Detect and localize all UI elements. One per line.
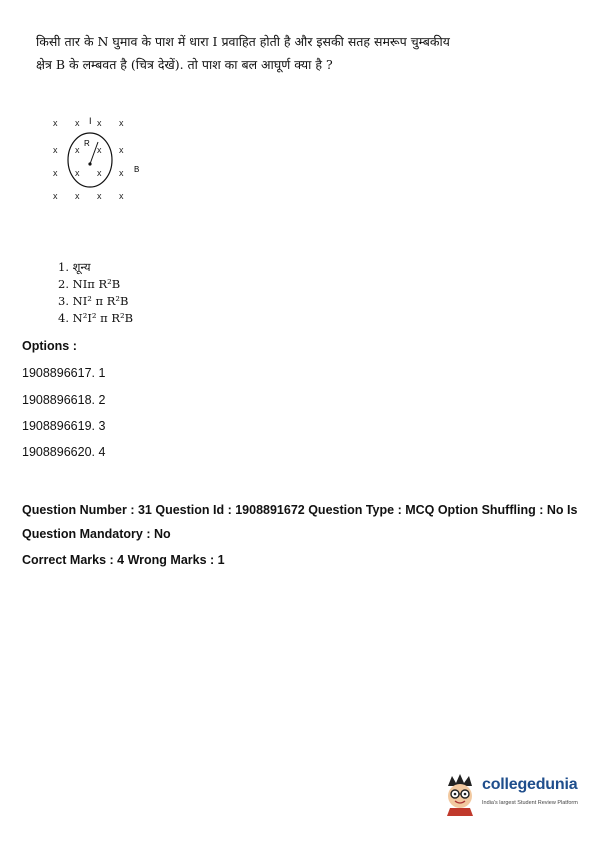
- logo-tagline: India's largest Student Review Platform: [482, 800, 578, 806]
- cross-mark: x: [119, 118, 124, 128]
- cross-mark: x: [75, 145, 80, 155]
- options-heading: Options :: [22, 339, 77, 353]
- cross-mark: x: [75, 191, 80, 201]
- radius-label: R: [84, 139, 90, 148]
- question-meta-line: Question Number : 31 Question Id : 1908891672 Question Type : MCQ Option Shuffling : No Is: [22, 503, 578, 517]
- cross-mark: x: [119, 168, 124, 178]
- question-meta-line: Question Mandatory : No: [22, 527, 171, 541]
- option-item: 1908896620. 4: [22, 445, 106, 459]
- option-item: 1908896618. 2: [22, 393, 106, 407]
- mascot-icon: [440, 772, 480, 816]
- cross-mark: x: [53, 118, 58, 128]
- cross-mark: x: [97, 145, 102, 155]
- marks-line: Correct Marks : 4 Wrong Marks : 1: [22, 553, 225, 567]
- choice-item: 4. N²I² π R²B: [58, 311, 134, 325]
- loop-in-field-figure: [45, 112, 155, 212]
- cross-mark: x: [97, 191, 102, 201]
- answer-choices: [58, 259, 133, 327]
- collegedunia-logo: [440, 770, 590, 820]
- cross-mark: x: [97, 118, 102, 128]
- current-label: I: [89, 116, 92, 126]
- option-item: 1908896617. 1: [22, 366, 106, 380]
- cross-mark: x: [97, 168, 102, 178]
- logo-wordmark: collegedunia: [482, 776, 578, 793]
- cross-mark: x: [119, 191, 124, 201]
- option-item: 1908896619. 3: [22, 419, 106, 433]
- cross-mark: x: [53, 168, 58, 178]
- question-line-1: किसी तार के N घुमाव के पाश में धारा I प्रवाहित होती है और इसकी सतह समरूप चुम्बकीय: [36, 34, 450, 49]
- cross-mark: x: [53, 191, 58, 201]
- cross-mark: x: [53, 145, 58, 155]
- cross-mark: x: [75, 168, 80, 178]
- loop-center: [88, 162, 91, 165]
- field-label: B: [134, 165, 140, 174]
- question-line-2: क्षेत्र B के लम्बवत है (चित्र देखें). तो पाश का बल आघूर्ण क्या है ?: [36, 57, 333, 72]
- current-loop: [68, 133, 112, 187]
- choice-item: 3. NI² π R²B: [58, 294, 129, 308]
- choice-item: 1. शून्य: [58, 260, 91, 274]
- loop-diagram: [45, 112, 155, 212]
- cross-mark: x: [119, 145, 124, 155]
- cross-mark: x: [75, 118, 80, 128]
- question-text: [36, 30, 506, 76]
- choice-item: 2. NIπ R²B: [58, 277, 121, 291]
